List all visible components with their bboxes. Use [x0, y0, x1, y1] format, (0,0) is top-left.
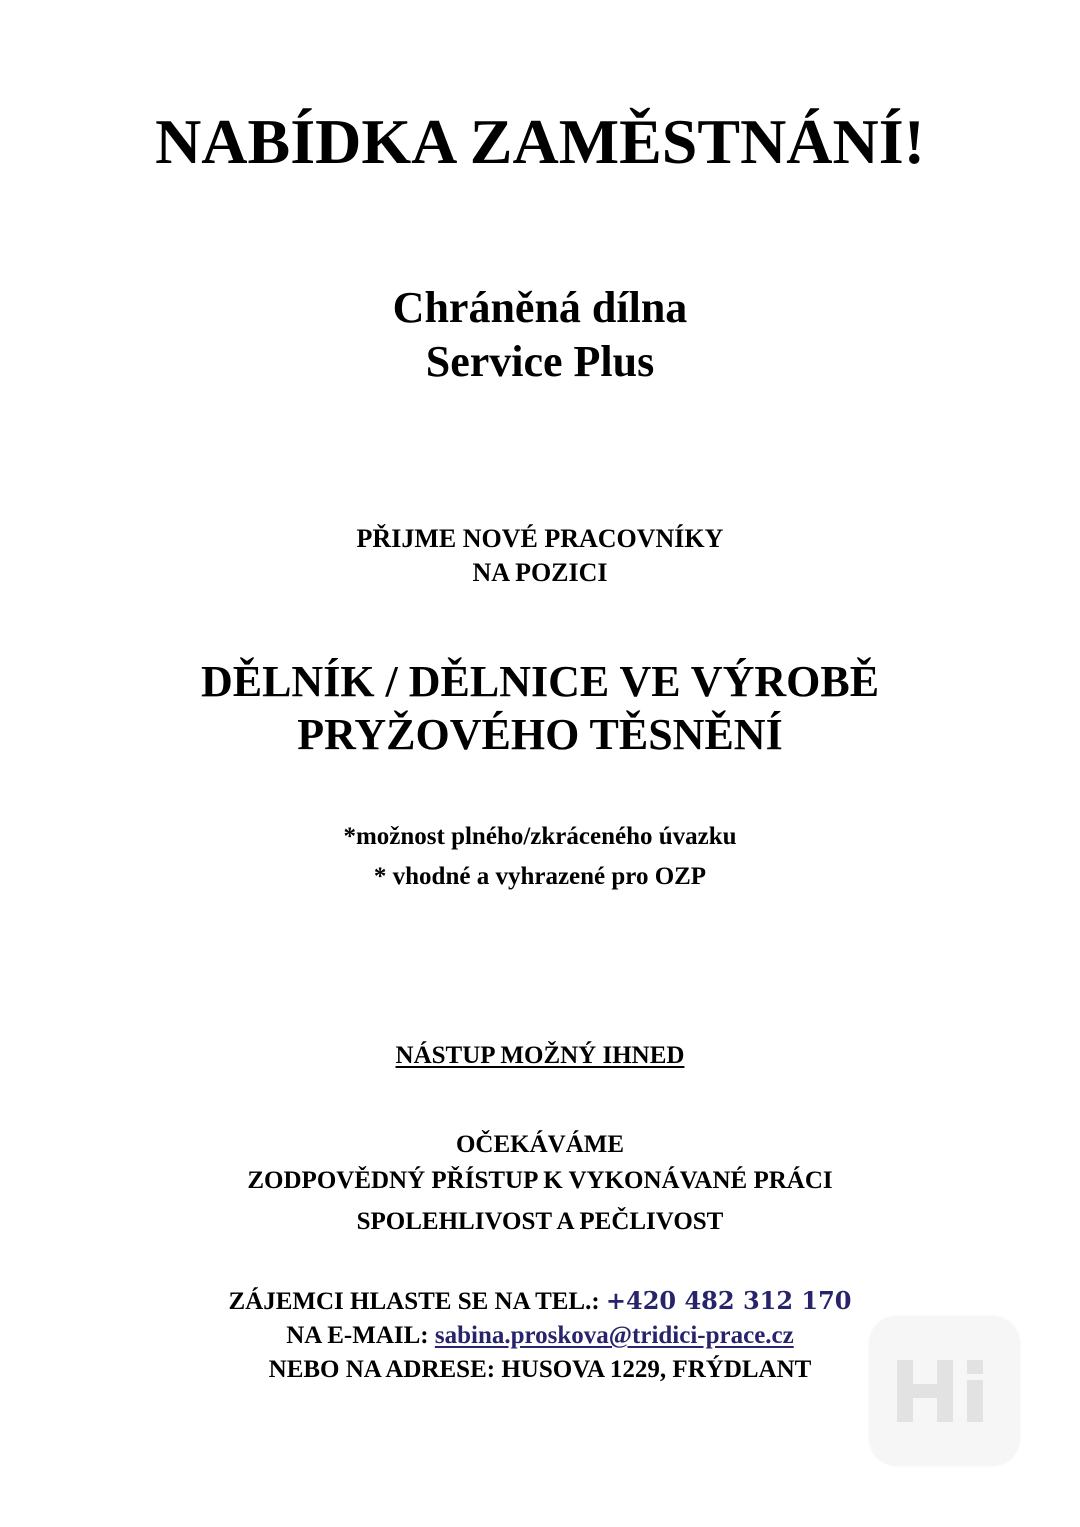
email-label: NA E-MAIL: — [286, 1322, 435, 1349]
start-text: NÁSTUP MOŽNÝ IHNED — [395, 1042, 685, 1069]
hi-logo-icon — [895, 1356, 995, 1426]
site-watermark-logo — [869, 1316, 1020, 1466]
company-line-2: Service Plus — [425, 337, 655, 386]
job-position — [0, 655, 1080, 761]
start-info — [0, 1040, 1080, 1072]
contact-phone-row — [0, 1284, 1080, 1319]
position-line-2: PRYŽOVÉHO TĚSNĚNÍ — [297, 710, 783, 759]
expect-item-reliability: SPOLEHLIVOST A PEČLIVOST — [356, 1208, 724, 1235]
expectations — [0, 1127, 1080, 1240]
expect-heading: OČEKÁVÁME — [455, 1131, 625, 1158]
expect-item-responsibility: ZODPOVĚDNÝ PŘÍSTUP K VYKONÁVANÉ PRÁCI — [247, 1167, 833, 1194]
page-title: NABÍDKA ZAMĚSTNÁNÍ! — [155, 106, 925, 177]
company-line-1: Chráněná dílna — [392, 283, 688, 332]
job-notes — [0, 817, 1080, 897]
company-name — [0, 281, 1080, 389]
phone-number: +420 482 312 170 — [605, 1286, 852, 1315]
phone-label: ZÁJEMCI HLASTE SE NA TEL.: — [228, 1288, 606, 1315]
hiring-intro — [0, 522, 1080, 590]
hiring-line-2: NA POZICI — [472, 558, 608, 587]
hiring-line-1: PŘIJME NOVÉ PRACOVNÍKY — [356, 524, 724, 553]
contact-address: NEBO NA ADRESE: HUSOVA 1229, FRÝDLANT — [268, 1356, 812, 1383]
note-workload: *možnost plného/zkráceného úvazku — [343, 823, 737, 850]
email-link[interactable]: sabina.proskova@tridici-prace.cz — [434, 1322, 794, 1349]
position-line-1: DĚLNÍK / DĚLNICE VE VÝROBĚ — [200, 657, 880, 706]
note-ozp: * vhodné a vyhrazené pro OZP — [373, 863, 707, 890]
